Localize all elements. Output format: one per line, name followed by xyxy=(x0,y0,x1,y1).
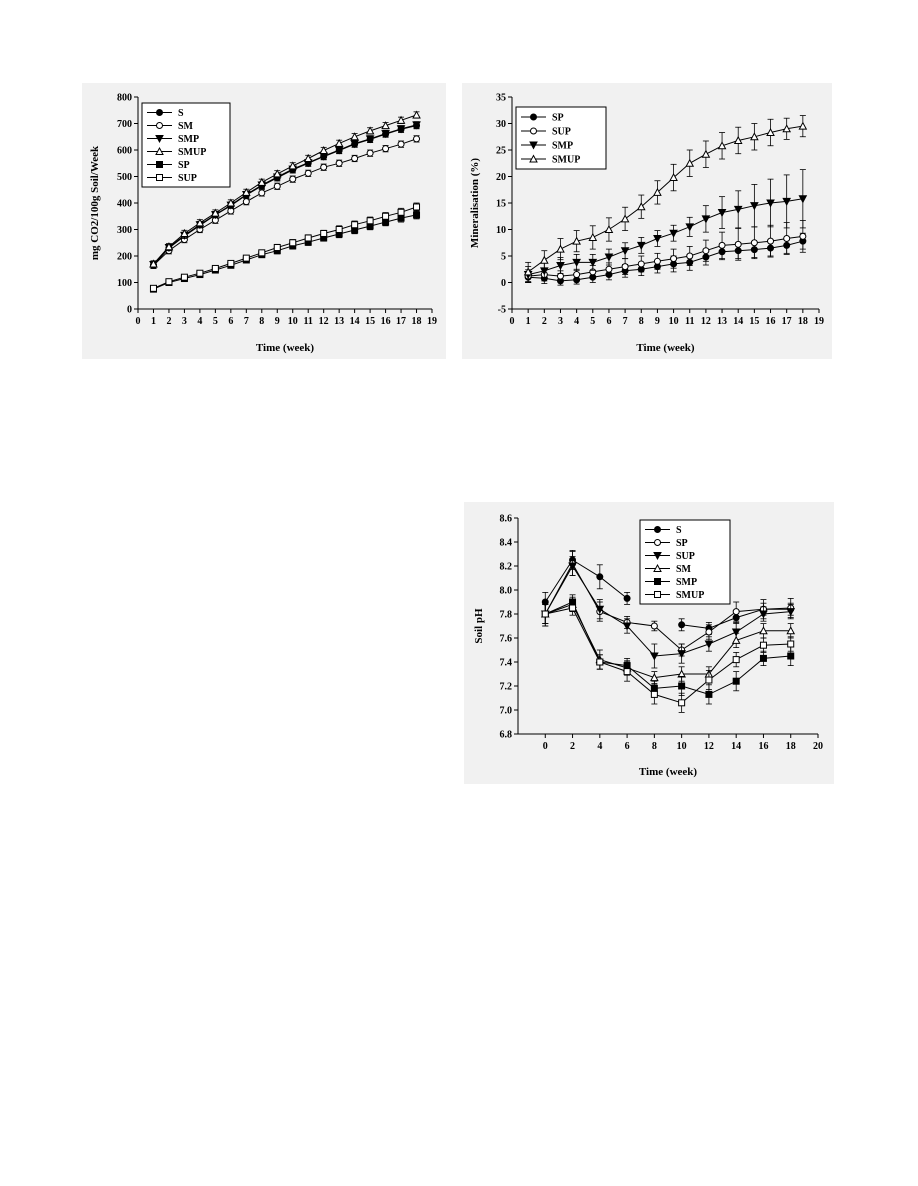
series-line xyxy=(528,236,803,276)
x-tick-label: 5 xyxy=(590,316,596,327)
data-point xyxy=(605,254,612,261)
x-tick-label: 18 xyxy=(785,741,796,752)
legend xyxy=(142,103,230,187)
x-tick-label: 0 xyxy=(509,316,515,327)
x-axis-label: Time (week) xyxy=(638,766,698,778)
data-point xyxy=(768,238,774,244)
data-point xyxy=(733,678,739,684)
y-tick-label: 300 xyxy=(117,225,132,236)
data-point xyxy=(597,659,603,665)
data-point xyxy=(597,574,603,580)
y-tick-label: 400 xyxy=(117,198,132,210)
legend-label: SP xyxy=(178,160,190,171)
data-point xyxy=(414,212,420,218)
data-point xyxy=(687,253,693,259)
data-point xyxy=(784,236,790,242)
legend-marker xyxy=(531,114,537,120)
data-point xyxy=(670,230,677,237)
y-tick-label: 8.4 xyxy=(499,537,512,549)
x-tick-label: 11 xyxy=(685,316,695,327)
x-tick-label: 10 xyxy=(287,316,298,327)
legend-label: SMUP xyxy=(178,147,207,158)
data-point xyxy=(686,224,693,231)
y-axis-label: Soil pH xyxy=(473,608,485,644)
series-line xyxy=(154,215,417,289)
data-point xyxy=(166,279,172,285)
data-point xyxy=(654,236,661,243)
data-point xyxy=(671,256,677,262)
data-point xyxy=(542,611,548,617)
legend-label: SUP xyxy=(676,551,695,562)
data-point xyxy=(788,653,794,659)
data-point xyxy=(751,240,757,246)
data-point xyxy=(212,265,218,271)
data-point xyxy=(703,248,709,254)
y-tick-label: 15 xyxy=(496,198,506,210)
data-point xyxy=(654,258,660,264)
legend-label: SM xyxy=(676,564,691,575)
y-tick-label: 8.6 xyxy=(499,513,512,525)
data-point xyxy=(336,160,342,166)
soil-ph-chart-panel xyxy=(464,502,834,784)
data-point xyxy=(228,260,234,266)
y-tick-label: 30 xyxy=(496,119,506,130)
x-tick-label: 19 xyxy=(814,316,824,327)
data-point xyxy=(321,230,327,236)
x-tick-label: 5 xyxy=(212,316,218,327)
x-axis-label: Time (week) xyxy=(636,342,695,354)
x-tick-label: 9 xyxy=(274,316,280,327)
data-point xyxy=(398,117,405,124)
x-tick-label: 0 xyxy=(135,316,141,327)
data-point xyxy=(321,164,327,170)
y-tick-label: -5 xyxy=(497,304,506,316)
data-point xyxy=(705,641,712,648)
legend-label: S xyxy=(178,108,184,119)
y-tick-label: 8.2 xyxy=(499,561,512,573)
x-tick-label: 6 xyxy=(606,316,612,327)
legend-label: SMP xyxy=(676,577,698,588)
y-tick-label: 500 xyxy=(117,172,132,183)
x-tick-label: 9 xyxy=(654,316,660,327)
series-sp xyxy=(150,211,419,292)
data-point xyxy=(706,677,712,683)
legend-marker xyxy=(655,579,661,585)
legend-label: SMUP xyxy=(676,590,705,601)
legend-marker xyxy=(655,592,661,598)
series-line xyxy=(545,602,790,694)
data-point xyxy=(574,272,580,278)
x-tick-label: 12 xyxy=(703,741,714,752)
data-point xyxy=(352,155,358,161)
data-point xyxy=(383,146,389,152)
y-tick-label: 200 xyxy=(117,251,132,263)
legend-marker xyxy=(157,175,163,181)
x-tick-label: 17 xyxy=(781,316,792,327)
legend-marker xyxy=(157,123,163,129)
y-tick-label: 7.2 xyxy=(499,681,512,693)
data-point xyxy=(719,210,726,216)
data-point xyxy=(624,595,630,601)
data-point xyxy=(638,261,644,267)
data-point xyxy=(557,273,563,279)
x-tick-label: 19 xyxy=(427,316,437,327)
x-tick-label: 16 xyxy=(380,316,391,327)
data-point xyxy=(367,150,373,156)
y-tick-label: 25 xyxy=(496,145,506,157)
data-point xyxy=(243,199,249,205)
data-point xyxy=(290,240,296,246)
data-point xyxy=(622,248,629,255)
x-tick-label: 13 xyxy=(717,316,728,327)
data-point xyxy=(702,151,709,158)
x-tick-label: 13 xyxy=(334,316,345,327)
data-point xyxy=(686,160,693,167)
y-tick-label: 8.0 xyxy=(499,585,512,597)
data-point xyxy=(398,141,404,147)
data-point xyxy=(352,222,358,228)
data-point xyxy=(760,655,766,661)
x-tick-label: 15 xyxy=(365,316,376,327)
data-point xyxy=(605,226,612,233)
x-tick-label: 11 xyxy=(303,316,313,327)
y-tick-label: 20 xyxy=(496,172,506,183)
y-tick-label: 7.8 xyxy=(499,609,512,621)
legend-marker xyxy=(531,128,537,134)
data-point xyxy=(274,245,280,251)
series-sup xyxy=(150,203,419,291)
data-point xyxy=(383,213,389,219)
legend-marker xyxy=(655,540,661,546)
x-tick-label: 4 xyxy=(574,316,580,327)
co2-chart-panel xyxy=(82,83,446,359)
data-point xyxy=(541,257,548,264)
legend-label: SM xyxy=(178,121,193,132)
x-tick-label: 3 xyxy=(557,316,563,327)
series-sup xyxy=(525,220,806,282)
series-sp xyxy=(525,233,806,285)
data-point xyxy=(398,209,404,215)
data-point xyxy=(760,642,766,648)
mineralisation-chart xyxy=(462,83,832,359)
x-tick-label: 15 xyxy=(749,316,760,327)
x-tick-label: 2 xyxy=(166,316,172,327)
data-point xyxy=(800,233,806,239)
data-point xyxy=(733,637,740,644)
data-point xyxy=(305,235,311,241)
x-tick-label: 1 xyxy=(150,316,156,327)
legend-label: SMP xyxy=(178,134,200,145)
legend xyxy=(516,107,606,169)
x-tick-label: 14 xyxy=(349,316,360,327)
data-point xyxy=(259,190,265,196)
data-point xyxy=(367,127,374,134)
data-point xyxy=(706,691,712,697)
data-point xyxy=(622,215,629,222)
x-tick-label: 8 xyxy=(259,316,265,327)
y-tick-label: 100 xyxy=(117,278,132,289)
data-point xyxy=(651,623,657,629)
legend-label: SP xyxy=(676,538,688,549)
data-point xyxy=(799,123,806,129)
data-point xyxy=(702,216,709,223)
y-tick-label: 700 xyxy=(117,119,132,130)
legend-label: S xyxy=(676,525,682,536)
data-point xyxy=(706,629,712,635)
data-point xyxy=(622,264,628,270)
soil-ph-chart xyxy=(464,502,834,784)
y-tick-label: 10 xyxy=(496,225,506,236)
y-tick-label: 6.8 xyxy=(499,729,512,741)
data-point xyxy=(557,246,564,253)
data-point xyxy=(589,234,596,241)
data-point xyxy=(305,170,311,176)
data-point xyxy=(733,609,739,615)
x-tick-label: 8 xyxy=(638,316,644,327)
data-point xyxy=(351,133,358,140)
data-point xyxy=(719,242,725,248)
y-tick-label: 600 xyxy=(117,145,132,157)
x-tick-label: 10 xyxy=(668,316,679,327)
x-tick-label: 6 xyxy=(624,741,630,752)
y-tick-label: 7.4 xyxy=(499,657,512,669)
x-tick-label: 4 xyxy=(197,316,203,327)
data-point xyxy=(733,657,739,663)
x-tick-label: 0 xyxy=(542,741,548,752)
data-point xyxy=(414,204,420,210)
y-tick-label: 35 xyxy=(496,92,506,104)
x-tick-label: 10 xyxy=(676,741,687,752)
data-point xyxy=(735,241,741,247)
y-tick-label: 5 xyxy=(501,251,506,263)
data-point xyxy=(679,622,685,628)
data-point xyxy=(274,183,280,189)
legend-label: SP xyxy=(552,112,564,124)
x-tick-label: 18 xyxy=(797,316,808,327)
data-point xyxy=(181,274,187,280)
data-point xyxy=(414,136,420,142)
x-tick-label: 17 xyxy=(396,316,407,327)
x-tick-label: 12 xyxy=(700,316,711,327)
x-tick-label: 12 xyxy=(318,316,329,327)
legend-label: SMUP xyxy=(552,154,581,166)
x-tick-label: 6 xyxy=(228,316,234,327)
x-tick-label: 7 xyxy=(622,316,628,327)
y-tick-label: 0 xyxy=(501,278,506,289)
data-point xyxy=(197,270,203,276)
data-point xyxy=(624,669,630,675)
data-point xyxy=(150,285,156,291)
legend-marker xyxy=(655,527,661,533)
mineralisation-chart-panel xyxy=(462,83,832,359)
y-axis-label: Mineralisation (%) xyxy=(469,157,481,249)
x-tick-label: 1 xyxy=(525,316,531,327)
data-point xyxy=(320,147,327,154)
data-point xyxy=(413,112,420,119)
x-tick-label: 4 xyxy=(597,741,603,752)
x-tick-label: 16 xyxy=(758,741,769,752)
legend-label: SUP xyxy=(178,173,197,184)
x-tick-label: 8 xyxy=(651,741,657,752)
legend-marker xyxy=(157,110,163,116)
legend-label: SUP xyxy=(552,126,571,138)
data-point xyxy=(570,605,576,611)
y-axis-label: mg CO2/100g Soil/Week xyxy=(89,145,101,261)
x-tick-label: 20 xyxy=(813,741,823,752)
data-point xyxy=(259,250,265,256)
data-point xyxy=(788,641,794,647)
x-tick-label: 16 xyxy=(765,316,776,327)
data-point xyxy=(336,140,343,147)
data-point xyxy=(367,218,373,224)
legend-marker xyxy=(157,162,163,168)
x-tick-label: 14 xyxy=(733,316,744,327)
legend xyxy=(640,520,730,604)
x-axis-label: Time (week) xyxy=(255,342,315,354)
x-tick-label: 2 xyxy=(541,316,547,327)
x-tick-label: 7 xyxy=(243,316,249,327)
x-tick-label: 2 xyxy=(570,741,576,752)
y-tick-label: 0 xyxy=(127,304,132,316)
data-point xyxy=(305,155,312,162)
data-point xyxy=(606,266,612,272)
x-tick-label: 3 xyxy=(181,316,187,327)
legend-label: SMP xyxy=(552,140,574,152)
series-line xyxy=(528,199,803,275)
data-point xyxy=(638,242,645,249)
y-tick-label: 7.0 xyxy=(499,705,512,717)
data-point xyxy=(290,176,296,182)
data-point xyxy=(679,683,685,689)
data-point xyxy=(382,122,389,129)
co2-chart xyxy=(82,83,446,359)
x-tick-label: 14 xyxy=(731,741,742,752)
data-point xyxy=(243,255,249,261)
data-point xyxy=(679,700,685,706)
data-point xyxy=(336,227,342,233)
y-tick-label: 800 xyxy=(117,92,132,104)
data-point xyxy=(651,691,657,697)
y-tick-label: 7.6 xyxy=(499,633,512,645)
x-tick-label: 18 xyxy=(411,316,422,327)
